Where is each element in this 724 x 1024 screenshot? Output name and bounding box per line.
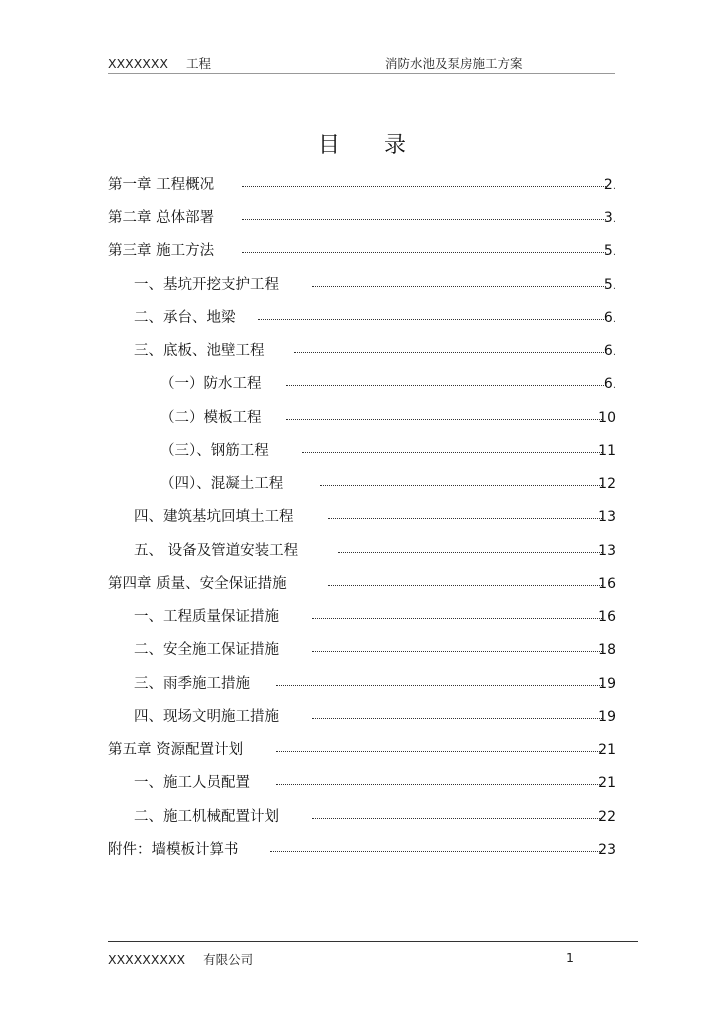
- toc-entry-page-number: 10: [598, 410, 616, 426]
- toc-entry-page-number: 6 .: [604, 340, 616, 364]
- toc-entry-label: 第四章 质量、安全保证措施: [108, 573, 287, 595]
- toc-entry-label: （三）、钢筋工程: [160, 440, 269, 462]
- toc-entry[interactable]: [108, 373, 620, 395]
- toc-leader-dots: [312, 651, 602, 652]
- footer-divider: [108, 941, 638, 942]
- toc-entry-page-number: 5 .: [604, 274, 616, 298]
- toc-entry-label: 一、基坑开挖支护工程: [134, 274, 279, 296]
- toc-leader-dots: [286, 419, 602, 420]
- toc-entry[interactable]: [108, 440, 620, 462]
- toc-entry-page-number: 21: [598, 742, 616, 758]
- toc-entry[interactable]: [108, 307, 620, 329]
- toc-leader-dots: [242, 186, 606, 187]
- toc-entry[interactable]: [108, 240, 620, 262]
- toc-entry-page-number: 5 .: [604, 240, 616, 264]
- toc-entry[interactable]: [108, 639, 620, 661]
- toc-entry-page-number: 18: [598, 642, 616, 658]
- toc-entry[interactable]: [108, 706, 620, 728]
- toc-leader-dots: [312, 618, 602, 619]
- toc-entry[interactable]: [108, 806, 620, 828]
- toc-entry[interactable]: [108, 673, 620, 695]
- toc-entry-label: （一）防水工程: [160, 373, 262, 395]
- toc-entry-label: 二、承台、地梁: [134, 307, 236, 329]
- toc-leader-dots: [276, 751, 602, 752]
- toc-entry[interactable]: [108, 340, 620, 362]
- toc-entry-label: 第二章 总体部署: [108, 207, 214, 229]
- toc-entry-label: 第三章 施工方法: [108, 240, 214, 262]
- toc-title-char-2: 录: [384, 133, 407, 158]
- toc-leader-dots: [286, 385, 606, 386]
- toc-entry-label: 五、 设备及管道安装工程: [134, 540, 298, 562]
- toc-entry-label: 第五章 资源配置计划: [108, 739, 243, 761]
- toc-leader-dots: [242, 219, 606, 220]
- toc-entry-page-number: 23: [598, 842, 616, 858]
- toc-leader-dots: [294, 352, 606, 353]
- toc-leader-dots: [270, 851, 602, 852]
- page-number: 1: [566, 950, 574, 965]
- toc-entry-page-number: 22: [598, 809, 616, 825]
- toc-leader-dots: [276, 685, 602, 686]
- footer-company-suffix: 有限公司: [203, 952, 254, 967]
- toc-entry-page-number: 19: [598, 709, 616, 725]
- toc-entry-page-number: 13: [598, 509, 616, 525]
- toc-leader-dots: [328, 585, 602, 586]
- toc-entry-label: （二）模板工程: [160, 407, 262, 429]
- toc-leader-dots: [320, 485, 602, 486]
- toc-entry-page-number: 6 .: [604, 307, 616, 331]
- toc-entry[interactable]: [108, 540, 620, 562]
- toc-entry-page-number: 11: [598, 443, 616, 459]
- toc-leader-dots: [242, 252, 606, 253]
- toc-entry[interactable]: [108, 274, 620, 296]
- toc-entry-page-number: 6 .: [604, 373, 616, 397]
- toc-leader-dots: [258, 319, 606, 320]
- toc-entry-label: 三、底板、池壁工程: [134, 340, 265, 362]
- toc-entry[interactable]: [108, 174, 620, 196]
- toc-entry-page-number: 13: [598, 543, 616, 559]
- toc-entry[interactable]: [108, 839, 620, 861]
- toc-entry-label: 四、建筑基坑回填土工程: [134, 506, 294, 528]
- toc-entry[interactable]: [108, 573, 620, 595]
- toc-entry[interactable]: [108, 506, 620, 528]
- toc-leader-dots: [312, 286, 606, 287]
- toc-entry[interactable]: [108, 207, 620, 229]
- toc-entry[interactable]: [108, 739, 620, 761]
- toc-entry-label: 四、现场文明施工措施: [134, 706, 279, 728]
- toc-entry-label: 三、雨季施工措施: [134, 673, 250, 695]
- toc-entry-label: 一、工程质量保证措施: [134, 606, 279, 628]
- toc-entry-page-number: 16: [598, 576, 616, 592]
- toc-leader-dots: [312, 818, 602, 819]
- toc-entry[interactable]: [108, 473, 620, 495]
- toc-entry-label: （四）、混凝土工程: [160, 473, 283, 495]
- header-left: [108, 54, 211, 72]
- footer-company: XXXXXXXXX: [108, 952, 186, 967]
- header-company: XXXXXXX: [108, 56, 168, 71]
- toc-title: [0, 128, 724, 159]
- toc-entry-page-number: 16: [598, 609, 616, 625]
- toc-entry-label: 二、安全施工保证措施: [134, 639, 279, 661]
- toc-entry-label: 附件：墙模板计算书: [108, 839, 239, 861]
- header-document-title: 消防水池及泵房施工方案: [385, 56, 523, 71]
- toc-entry-page-number: 2 .: [604, 174, 616, 198]
- footer-left: [108, 952, 253, 967]
- toc-entry[interactable]: [108, 772, 620, 794]
- toc-leader-dots: [276, 784, 602, 785]
- page-header: [108, 54, 615, 74]
- toc-entry-label: 一、施工人员配置: [134, 772, 250, 794]
- toc-leader-dots: [302, 452, 602, 453]
- toc-leader-dots: [338, 552, 602, 553]
- toc-title-char-1: 目: [317, 133, 340, 158]
- header-project-suffix: 工程: [185, 56, 211, 71]
- toc-entry[interactable]: [108, 407, 620, 429]
- page-footer: [108, 950, 638, 968]
- toc-entry-label: 第一章 工程概况: [108, 174, 214, 196]
- toc-entry[interactable]: [108, 606, 620, 628]
- header-divider: [108, 73, 615, 74]
- toc-entry-page-number: 3 .: [604, 207, 616, 231]
- toc-entry-label: 二、施工机械配置计划: [134, 806, 279, 828]
- toc-leader-dots: [328, 518, 602, 519]
- toc-entry-page-number: 19: [598, 676, 616, 692]
- toc-entry-page-number: 21: [598, 775, 616, 791]
- toc-leader-dots: [312, 718, 602, 719]
- toc-entry-page-number: 12: [598, 476, 616, 492]
